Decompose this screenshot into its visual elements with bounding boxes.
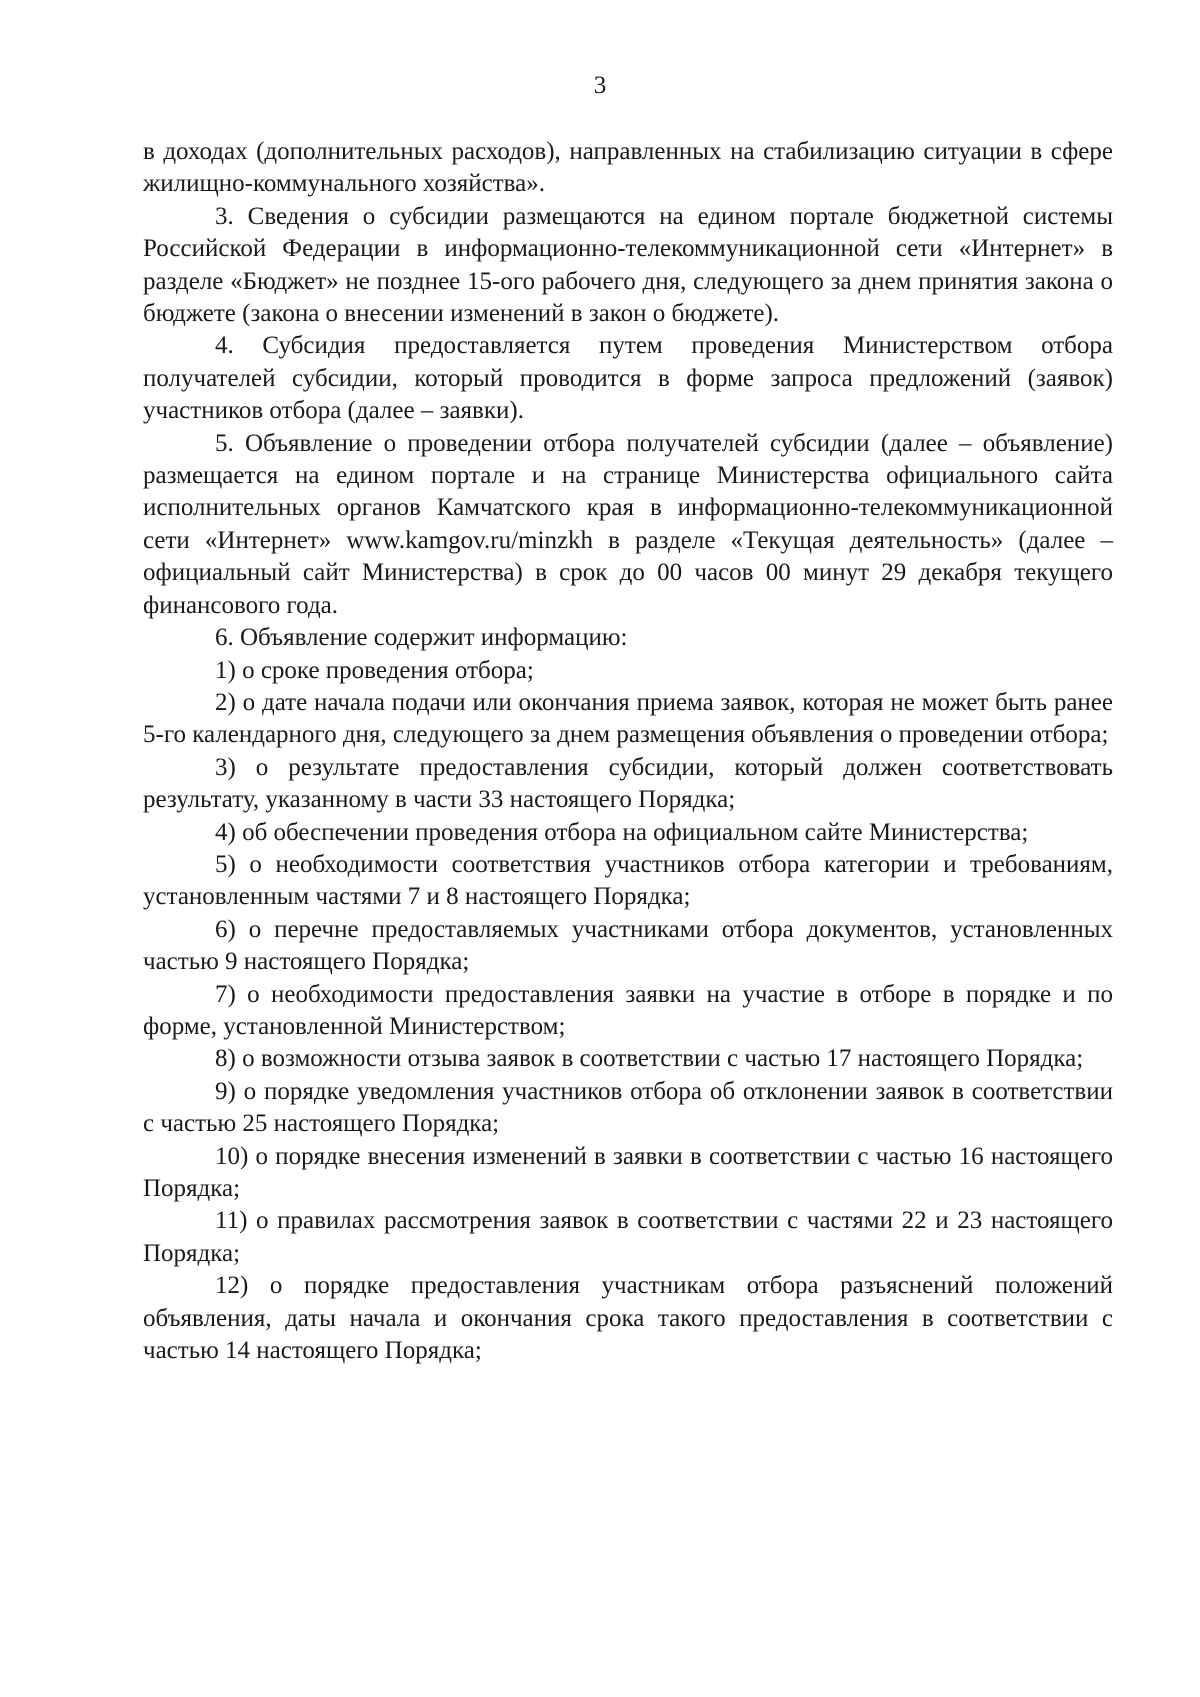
list-item-7: 7) о необходимости предоставления заявки на участие в отборе в порядке и по форме, установленной Министерством; [143,980,1113,1040]
list-item-4: 4) об обеспечении проведения отбора на официальном сайте Министерства; [215,818,1029,846]
document-body [143,136,1113,1367]
list-item-12: 12) о порядке предоставления участникам отбора разъяснений положений объявления, даты начала и окончания срока такого предоставления в соответствии с частью 14 настоящего Порядка; [143,1272,1113,1365]
paragraph-item-6: 6. Объявление содержит информацию: [215,624,628,652]
page-number: 3 [593,72,607,99]
paragraph-item-4: 4. Субсидия предоставляется путем проведения Министерством отбора получателей субсидии, который проводится в форме запроса предложений (заявок) участников отбора (далее – заявки). [143,332,1113,425]
list-item-8: 8) о возможности отзыва заявок в соответствии с частью 17 настоящего Порядка; [215,1045,1084,1073]
paragraph-item-3: 3. Сведения о субсидии размещаются на едином портале бюджетной системы Российской Федерации в информационно-телекоммуникационной сети «Интернет» в разделе «Бюджет» не позднее 15-ого рабочего дня, следующего за днем принятия закона о бюджете (закона о внесении изменений в закон о бюджете). [143,202,1113,328]
list-item-11: 11) о правилах рассмотрения заявок в соответствии с частями 22 и 23 настоящего Порядка; [143,1207,1113,1267]
list-item-3: 3) о результате предоставления субсидии, который должен соответствовать результату, указанному в части 33 настоящего Порядка; [143,753,1113,814]
list-item-1: 1) о сроке проведения отбора; [215,656,534,684]
paragraph-continuation: в доходах (дополнительных расходов), направленных на стабилизацию ситуации в сфере жилищно-коммунального хозяйства». [143,138,1113,198]
list-item-2: 2) о дате начала подачи или окончания приема заявок, которая не может быть ранее 5-го календарного дня, следующего за днем размещения объявления о проведении отбора; [143,688,1113,749]
list-item-5: 5) о необходимости соответствия участников отбора категории и требованиям, установленным частями 7 и 8 настоящего Порядка; [143,850,1113,911]
paragraph-item-5: 5. Объявление о проведении отбора получателей субсидии (далее – объявление) размещается на едином портале и на странице Министерства официального сайта исполнительных органов Камчатского края в информационно-телекоммуникационной сети «Интернет» www.kamgov.ru/minzkh в разделе «Текущая деятельность» (далее – официальный сайт Министерства) в срок до 00 часов 00 минут 29 декабря текущего финансового года. [143,429,1113,619]
list-item-10: 10) о порядке внесения изменений в заявки в соответствии с частью 16 настоящего Порядка; [143,1142,1113,1202]
list-item-6: 6) о перечне предоставляемых участниками отбора документов, установленных частью 9 настоящего Порядка; [143,915,1113,976]
list-item-9: 9) о порядке уведомления участников отбора об отклонении заявок в соответствии с частью 25 настоящего Порядка; [143,1077,1113,1138]
